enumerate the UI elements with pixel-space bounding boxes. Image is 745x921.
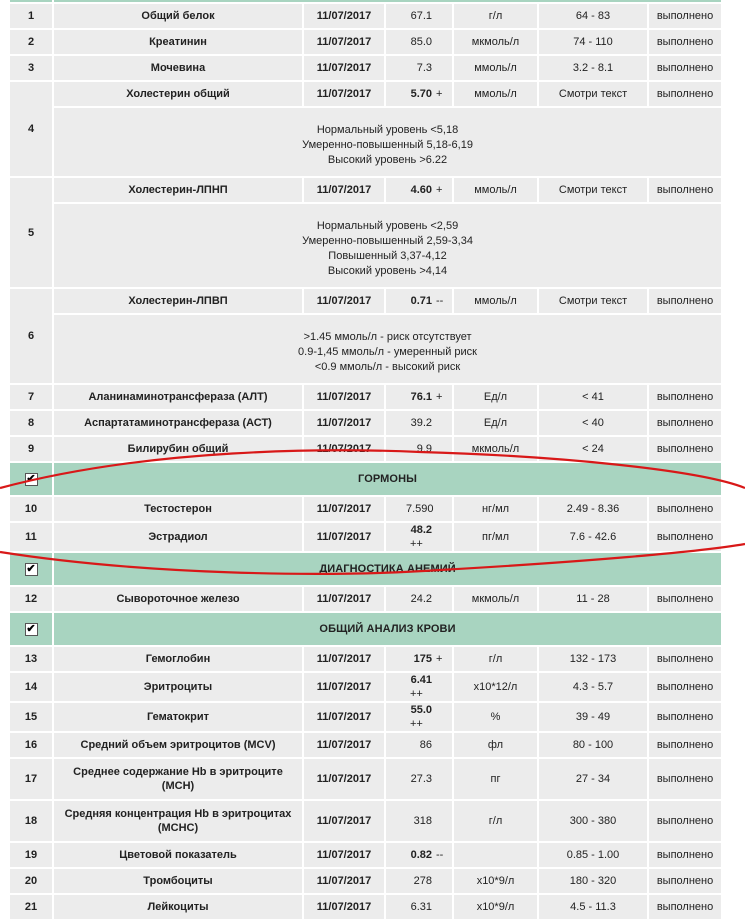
note-line: >1.45 ммоль/л - риск отсутствует (303, 330, 472, 343)
table-row (10, 647, 723, 673)
row-number: 13 (10, 647, 54, 673)
unit: ммоль/л (454, 56, 539, 82)
value-number: 4.60 (410, 184, 432, 196)
note-line: Высокий уровень >4,14 (327, 264, 448, 277)
result-value (386, 733, 454, 759)
row-number: 12 (10, 587, 54, 613)
reference-range: 2.49 - 8.36 (539, 497, 649, 523)
test-date: 11/07/2017 (304, 759, 386, 801)
value-number: 9.9 (416, 443, 432, 455)
result-value (386, 869, 454, 895)
table-row (10, 178, 723, 204)
row-number: 9 (10, 437, 54, 463)
result-value (386, 4, 454, 30)
test-name: Аспартатаминотрансфераза (АСТ) (54, 411, 304, 437)
result-value (386, 647, 454, 673)
unit: г/л (454, 801, 539, 843)
row-number: 5 (10, 178, 54, 289)
value-flag: ++ (410, 688, 423, 700)
note-row (10, 315, 723, 385)
reference-range: < 41 (539, 385, 649, 411)
test-date: 11/07/2017 (304, 673, 386, 703)
note-row (10, 108, 723, 178)
section-header (10, 613, 723, 647)
result-value (386, 385, 454, 411)
test-date: 11/07/2017 (304, 703, 386, 733)
test-date: 11/07/2017 (304, 733, 386, 759)
result-value (386, 497, 454, 523)
reference-range: 64 - 83 (539, 4, 649, 30)
note-line: Высокий уровень >6.22 (327, 153, 448, 166)
unit: мкмоль/л (454, 30, 539, 56)
section-title: ДИАГНОСТИКА АНЕМИЙ (54, 553, 723, 587)
unit: Ед/л (454, 411, 539, 437)
value-number: 24.2 (410, 593, 432, 605)
reference-range: 7.6 - 42.6 (539, 523, 649, 553)
status: выполнено (649, 437, 723, 463)
value-number: 67.1 (410, 10, 432, 22)
test-date: 11/07/2017 (304, 843, 386, 869)
table-row (10, 523, 723, 553)
value-number: 318 (413, 815, 432, 827)
status: выполнено (649, 759, 723, 801)
table-row (10, 587, 723, 613)
test-name: Тромбоциты (54, 869, 304, 895)
value-number: 39.2 (410, 417, 432, 429)
reference-range: 180 - 320 (539, 869, 649, 895)
unit: Ед/л (454, 385, 539, 411)
test-name: Холестерин общий (54, 82, 304, 108)
value-flag: ++ (410, 538, 423, 550)
row-number: 10 (10, 497, 54, 523)
table-row (10, 733, 723, 759)
section-checkbox-cell[interactable] (10, 463, 54, 497)
test-name: Сывороточное железо (54, 587, 304, 613)
status: выполнено (649, 178, 723, 204)
row-number: 16 (10, 733, 54, 759)
test-name: Гемоглобин (54, 647, 304, 673)
table-row (10, 895, 723, 921)
unit: x10*12/л (454, 673, 539, 703)
value-number: 55.0 (410, 704, 432, 716)
value-number: 7.3 (416, 62, 432, 74)
test-date: 11/07/2017 (304, 869, 386, 895)
value-number: 278 (413, 875, 432, 887)
test-name: Среднее содержание Hb в эритроците (MCH) (54, 759, 304, 801)
status: выполнено (649, 4, 723, 30)
table-row (10, 673, 723, 703)
result-value (386, 587, 454, 613)
row-number: 20 (10, 869, 54, 895)
value-flag: ++ (410, 718, 423, 730)
note-line: Повышенный 3,37-4,12 (328, 249, 447, 262)
test-date: 11/07/2017 (304, 82, 386, 108)
reference-range: 132 - 173 (539, 647, 649, 673)
result-value (386, 895, 454, 921)
row-number: 7 (10, 385, 54, 411)
reference-range: 11 - 28 (539, 587, 649, 613)
note-line: <0.9 ммоль/л - высокий риск (314, 360, 461, 373)
test-date: 11/07/2017 (304, 497, 386, 523)
status: выполнено (649, 733, 723, 759)
section-header (10, 553, 723, 587)
unit: x10*9/л (454, 869, 539, 895)
table-row (10, 30, 723, 56)
section-checkbox[interactable]: ✔ (26, 563, 36, 575)
reference-range: 80 - 100 (539, 733, 649, 759)
result-value (386, 843, 454, 869)
reference-range: Смотри текст (539, 178, 649, 204)
value-number: 0.71 (410, 295, 432, 307)
unit: x10*9/л (454, 895, 539, 921)
reference-range: 3.2 - 8.1 (539, 56, 649, 82)
value-number: 6.31 (410, 901, 432, 913)
status: выполнено (649, 843, 723, 869)
note-row (10, 204, 723, 289)
status: выполнено (649, 895, 723, 921)
value-number: 48.2 (410, 524, 432, 536)
test-name: Холестерин-ЛПНП (54, 178, 304, 204)
result-value (386, 437, 454, 463)
status: выполнено (649, 30, 723, 56)
status: выполнено (649, 869, 723, 895)
unit: ммоль/л (454, 178, 539, 204)
status: выполнено (649, 523, 723, 553)
reference-range: < 24 (539, 437, 649, 463)
value-number: 7.590 (406, 503, 434, 515)
test-date: 11/07/2017 (304, 647, 386, 673)
section-header (10, 463, 723, 497)
result-value (386, 30, 454, 56)
result-value (386, 289, 454, 315)
value-number: 6.41 (410, 674, 432, 686)
result-value (386, 178, 454, 204)
reference-range: Смотри текст (539, 289, 649, 315)
unit: фл (454, 733, 539, 759)
test-date: 11/07/2017 (304, 289, 386, 315)
reference-range: 4.5 - 11.3 (539, 895, 649, 921)
table-row (10, 497, 723, 523)
value-number: 76.1 (410, 391, 432, 403)
value-flag: -- (436, 295, 444, 307)
unit: г/л (454, 647, 539, 673)
table-row (10, 843, 723, 869)
reference-range: 4.3 - 5.7 (539, 673, 649, 703)
table-row (10, 82, 723, 108)
status: выполнено (649, 411, 723, 437)
value-number: 27.3 (410, 773, 432, 785)
results-table (10, 0, 723, 921)
value-number: 0.82 (410, 849, 432, 861)
result-value (386, 673, 454, 703)
note-line: 0.9-1,45 ммоль/л - умеренный риск (298, 345, 477, 358)
test-name: Мочевина (54, 56, 304, 82)
table-row (10, 801, 723, 843)
table-row (10, 289, 723, 315)
status: выполнено (649, 289, 723, 315)
section-title: ОБЩИЙ АНАЛИЗ КРОВИ (54, 613, 723, 647)
result-value (386, 411, 454, 437)
row-number: 6 (10, 289, 54, 385)
status: выполнено (649, 385, 723, 411)
test-date: 11/07/2017 (304, 523, 386, 553)
test-name: Аланинаминотрансфераза (АЛТ) (54, 385, 304, 411)
section-checkbox-cell[interactable] (10, 613, 54, 647)
test-name: Билирубин общий (54, 437, 304, 463)
result-value (386, 801, 454, 843)
reference-range: Смотри текст (539, 82, 649, 108)
row-number: 1 (10, 4, 54, 30)
test-date: 11/07/2017 (304, 587, 386, 613)
value-number: 86 (419, 739, 432, 751)
unit: пг/мл (454, 523, 539, 553)
value-flag: + (436, 391, 443, 403)
table-row (10, 4, 723, 30)
test-name: Цветовой показатель (54, 843, 304, 869)
row-number: 3 (10, 56, 54, 82)
reference-note (54, 315, 723, 385)
section-checkbox-cell[interactable] (10, 553, 54, 587)
row-number: 15 (10, 703, 54, 733)
row-number: 17 (10, 759, 54, 801)
row-number: 8 (10, 411, 54, 437)
note-line: Нормальный уровень <5,18 (316, 123, 459, 136)
unit: % (454, 703, 539, 733)
reference-range: 0.85 - 1.00 (539, 843, 649, 869)
value-flag: + (436, 653, 443, 665)
test-date: 11/07/2017 (304, 56, 386, 82)
test-name: Холестерин-ЛПВП (54, 289, 304, 315)
reference-range: 39 - 49 (539, 703, 649, 733)
reference-range: 74 - 110 (539, 30, 649, 56)
test-date: 11/07/2017 (304, 4, 386, 30)
note-line: Нормальный уровень <2,59 (316, 219, 459, 232)
table-row (10, 385, 723, 411)
test-date: 11/07/2017 (304, 801, 386, 843)
table-row (10, 869, 723, 895)
table-row (10, 56, 723, 82)
row-number: 19 (10, 843, 54, 869)
unit: ммоль/л (454, 289, 539, 315)
test-date: 11/07/2017 (304, 385, 386, 411)
test-name: Эстрадиол (54, 523, 304, 553)
section-checkbox[interactable]: ✔ (26, 623, 36, 635)
value-flag: -- (436, 849, 444, 861)
test-name: Лейкоциты (54, 895, 304, 921)
table-row (10, 411, 723, 437)
row-number: 21 (10, 895, 54, 921)
test-date: 11/07/2017 (304, 178, 386, 204)
test-name: Эритроциты (54, 673, 304, 703)
test-name: Общий белок (54, 4, 304, 30)
unit: ммоль/л (454, 82, 539, 108)
status: выполнено (649, 56, 723, 82)
reference-range: < 40 (539, 411, 649, 437)
test-date: 11/07/2017 (304, 437, 386, 463)
unit: мкмоль/л (454, 587, 539, 613)
unit: мкмоль/л (454, 437, 539, 463)
note-line: Умеренно-повышенный 2,59-3,34 (302, 234, 473, 247)
status: выполнено (649, 647, 723, 673)
reference-range: 300 - 380 (539, 801, 649, 843)
table-row (10, 437, 723, 463)
status: выполнено (649, 703, 723, 733)
section-checkbox[interactable]: ✔ (26, 473, 36, 485)
reference-note (54, 204, 723, 289)
status: выполнено (649, 82, 723, 108)
result-value (386, 56, 454, 82)
row-number: 11 (10, 523, 54, 553)
test-name: Гематокрит (54, 703, 304, 733)
table-row (10, 759, 723, 801)
row-number: 2 (10, 30, 54, 56)
test-date: 11/07/2017 (304, 895, 386, 921)
value-number: 5.70 (410, 88, 432, 100)
result-value (386, 703, 454, 733)
unit: пг (454, 759, 539, 801)
reference-range: 27 - 34 (539, 759, 649, 801)
test-name: Тестостерон (54, 497, 304, 523)
row-number: 14 (10, 673, 54, 703)
test-name: Средний объем эритроцитов (MCV) (54, 733, 304, 759)
section-title: ГОРМОНЫ (54, 463, 723, 497)
reference-note (54, 108, 723, 178)
unit: г/л (454, 4, 539, 30)
note-line: Умеренно-повышенный 5,18-6,19 (302, 138, 473, 151)
value-number: 175 (413, 653, 432, 665)
table-row (10, 703, 723, 733)
value-flag: + (436, 88, 443, 100)
status: выполнено (649, 497, 723, 523)
value-flag: + (436, 184, 443, 196)
result-value (386, 759, 454, 801)
value-number: 85.0 (410, 36, 432, 48)
row-number: 18 (10, 801, 54, 843)
status: выполнено (649, 801, 723, 843)
result-value (386, 523, 454, 553)
test-name: Креатинин (54, 30, 304, 56)
row-number: 4 (10, 82, 54, 178)
unit (454, 843, 539, 869)
result-value (386, 82, 454, 108)
test-name: Средняя концентрация Hb в эритроцитах (MCHC) (54, 801, 304, 843)
test-date: 11/07/2017 (304, 411, 386, 437)
test-date: 11/07/2017 (304, 30, 386, 56)
status: выполнено (649, 587, 723, 613)
unit: нг/мл (454, 497, 539, 523)
status: выполнено (649, 673, 723, 703)
